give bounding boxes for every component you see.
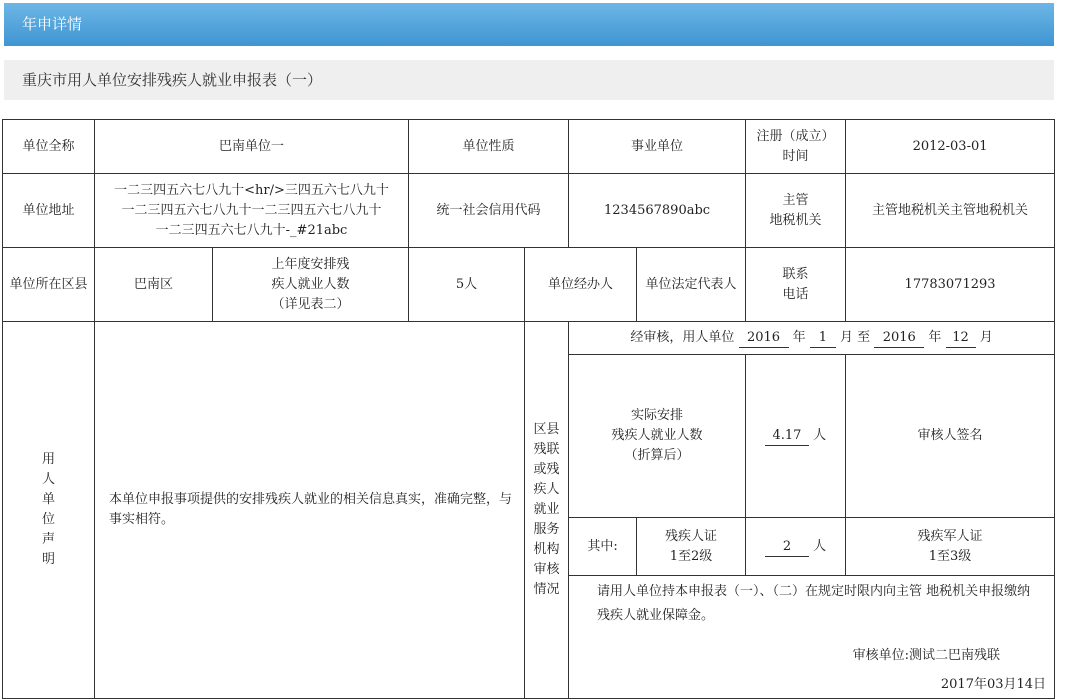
form-title: 重庆市用人单位安排残疾人就业申报表（一） xyxy=(22,71,323,89)
tax-authority-label: 主管 地税机关 xyxy=(746,174,846,248)
credit-code-label: 统一社会信用代码 xyxy=(409,174,569,248)
unit-nature-label: 单位性质 xyxy=(409,120,569,174)
unit-name-label: 单位全称 xyxy=(3,120,95,174)
disability-cert-value: 2 人 xyxy=(746,518,846,576)
reg-time-label: 注册（成立） 时间 xyxy=(746,120,846,174)
table-row xyxy=(3,120,1055,174)
declaration-form-table xyxy=(2,119,1055,699)
review-agency-label: 区县 残联 或残 疾人 就业 服务 机构 审核 情况 xyxy=(525,322,569,699)
reviewer-label: 审核人签名 xyxy=(846,355,1055,518)
table-row xyxy=(3,248,1055,322)
legal-rep-label: 单位法定代表人 xyxy=(637,248,746,322)
actual-employment-label: 实际安排 残疾人就业人数 （折算后） xyxy=(569,355,746,518)
declaration-text: 本单位申报事项提供的安排残疾人就业的相关信息真实，准确完整，与事实相符。 xyxy=(95,322,525,699)
address-label: 单位地址 xyxy=(3,174,95,248)
address-value: 一二三四五六七八九十<hr/>三四五六七八九十 一二三四五六七八九十一二三四五六七八九十 一二三四五六七八九十-_#21abc xyxy=(95,174,409,248)
district-label: 单位所在区县 xyxy=(3,248,95,322)
end-month: 12 xyxy=(946,329,976,348)
last-year-count: 5人 xyxy=(409,248,525,322)
review-date: 2017年03月14日 xyxy=(569,672,1055,698)
last-year-label: 上年度安排残 疾人就业人数 （详见表二） xyxy=(213,248,409,322)
table-row xyxy=(3,174,1055,248)
review-unit: 审核单位:测试二巴南残联 xyxy=(852,648,1001,663)
page-header-bar xyxy=(4,3,1054,46)
table-row xyxy=(3,322,1055,355)
among-label: 其中: xyxy=(569,518,637,576)
disability-cert-label: 残疾人证 1至2级 xyxy=(637,518,746,576)
district-value: 巴南区 xyxy=(95,248,213,322)
reg-time-value: 2012-03-01 xyxy=(846,120,1055,174)
review-period: 经审核，用人单位 2016 年 1 月 至 2016 年 12 月 xyxy=(569,322,1055,355)
handler-label: 单位经办人 xyxy=(525,248,637,322)
page-title: 年申详情 xyxy=(22,15,83,33)
credit-code-value: 1234567890abc xyxy=(569,174,746,248)
start-year: 2016 xyxy=(739,329,789,348)
actual-employment-value: 4.17 人 xyxy=(746,355,846,518)
tax-authority-value: 主管地税机关主管地税机关 xyxy=(846,174,1055,248)
phone-value: 17783071293 xyxy=(846,248,1055,322)
unit-name-value: 巴南单位一 xyxy=(95,120,409,174)
end-year: 2016 xyxy=(874,329,924,348)
phone-label: 联系 电话 xyxy=(746,248,846,322)
military-cert-label: 残疾军人证 1至3级 xyxy=(846,518,1055,576)
start-month: 1 xyxy=(810,329,836,348)
submission-notice: 请用人单位持本申报表（一）、（二）在规定时限内向主管 地税机关申报缴纳残疾人就业保障金。 审核单位:测试二巴南残联 xyxy=(569,576,1055,673)
unit-nature-value: 事业单位 xyxy=(569,120,746,174)
section-header-bar xyxy=(4,60,1054,100)
declaration-label: 用 人 单 位 声 明 xyxy=(3,322,95,699)
